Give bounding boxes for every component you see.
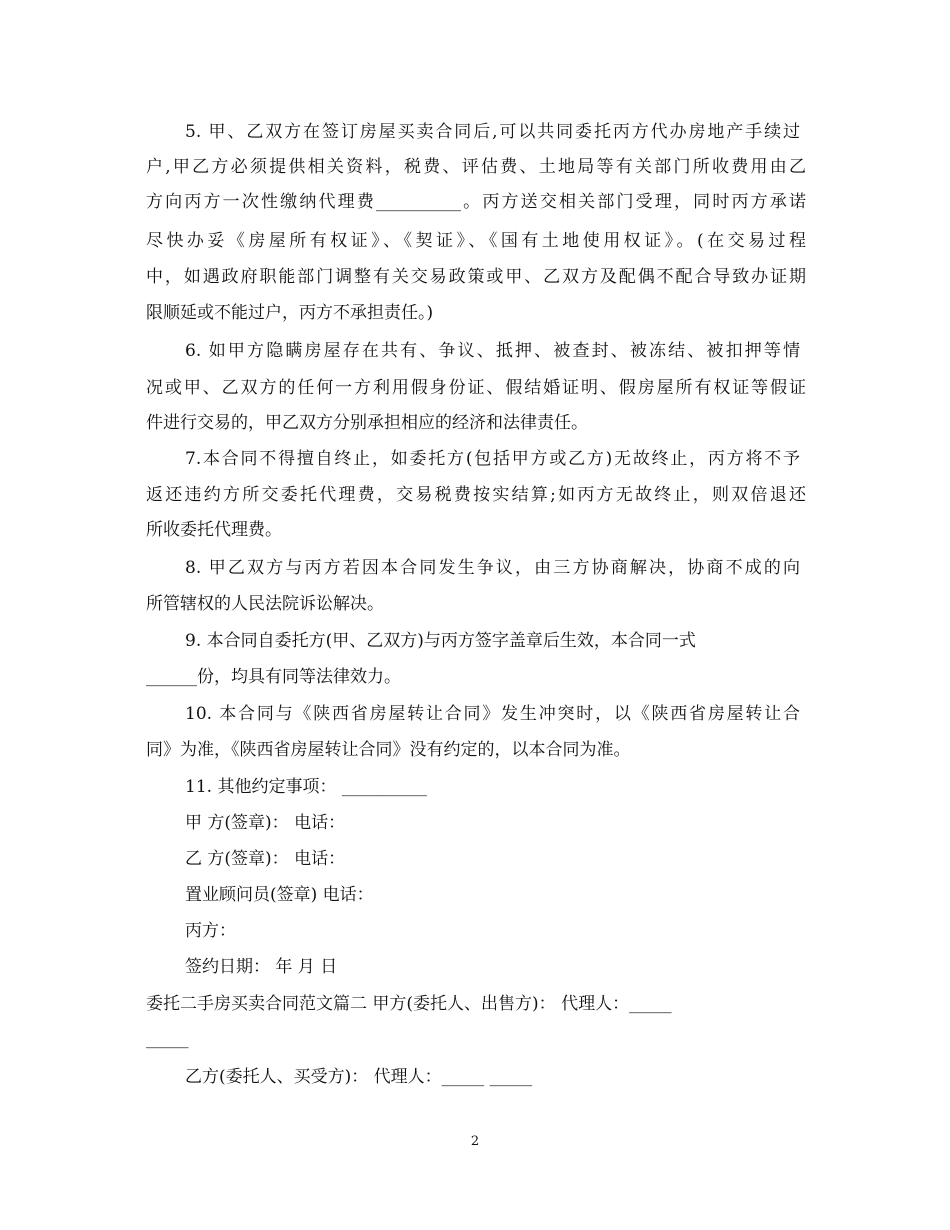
text-line: 乙 方(签章)： 电话： xyxy=(185,849,346,869)
text-line: 乙方(委托人、买受方)： 代理人：_____ _____ xyxy=(185,1067,533,1087)
text-line: 同》为准，《陕西省房屋转让合同》没有约定的，以本合同为准。 xyxy=(146,740,631,760)
text-line: 甲 方(签章)： 电话： xyxy=(185,813,346,833)
text-line: 丙方： xyxy=(185,921,236,941)
text-line: 10. 本合同与《陕西省房屋转让合同》发生冲突时，以《陕西省房屋转让合 xyxy=(185,704,800,724)
text-line: 9. 本合同自委托方(甲、乙双方)与丙方签字盖章后生效，本合同一式 xyxy=(185,631,696,651)
text-line: _____ xyxy=(146,1029,189,1049)
text-line: 签约日期： 年 月 日 xyxy=(185,957,338,977)
text-line: 返还违约方所交委托代理费，交易税费按实结算;如丙方无故终止，则双倍退还 xyxy=(146,485,806,505)
text-line: 方向丙方一次性缴纳代理费__________。丙方送交相关部门受理，同时丙方承诺 xyxy=(146,192,806,212)
text-line: 件进行交易的，甲乙双方分别承担相应的经济和法律责任。 xyxy=(146,413,588,433)
text-line: 5. 甲、乙双方在签订房屋买卖合同后,可以共同委托丙方代办房地产手续过 xyxy=(185,122,800,142)
text-line: 尽快办妥《房屋所有权证》、《契证》、《国有土地使用权证》。(在交易过程 xyxy=(146,231,806,251)
text-line: 所收委托代理费。 xyxy=(146,520,282,540)
text-line: 11. 其他约定事项： __________ xyxy=(185,777,427,797)
text-line: 7.本合同不得擅自终止，如委托方(包括甲方或乙方)无故终止，丙方将不予 xyxy=(185,449,800,469)
text-line: 置业顾问员(签章) 电话： xyxy=(185,885,374,905)
text-line: 所管辖权的人民法院诉讼解决。 xyxy=(146,594,384,614)
text-line: 户,甲乙方必须提供相关资料，税费、评估费、土地局等有关部门所收费用由乙 xyxy=(146,157,806,177)
text-line: ______份，均具有同等法律效力。 xyxy=(146,667,401,687)
text-line: 中，如遇政府职能部门调整有关交易政策或甲、乙双方及配偶不配合导致办证期 xyxy=(146,267,806,287)
text-line: 况或甲、乙双方的任何一方利用假身份证、假结婚证明、假房屋所有权证等假证 xyxy=(146,378,806,398)
text-line: 8. 甲乙双方与丙方若因本合同发生争议，由三方协商解决，协商不成的向 xyxy=(185,558,800,578)
text-line: 6. 如甲方隐瞒房屋存在共有、争议、抵押、被查封、被冻结、被扣押等情 xyxy=(185,341,800,361)
page-number: 2 xyxy=(470,1134,480,1149)
text-line: 委托二手房买卖合同范文篇二 甲方(委托人、出售方)： 代理人：_____ xyxy=(146,994,672,1014)
text-line: 限顺延或不能过户，丙方不承担责任。) xyxy=(146,303,434,323)
